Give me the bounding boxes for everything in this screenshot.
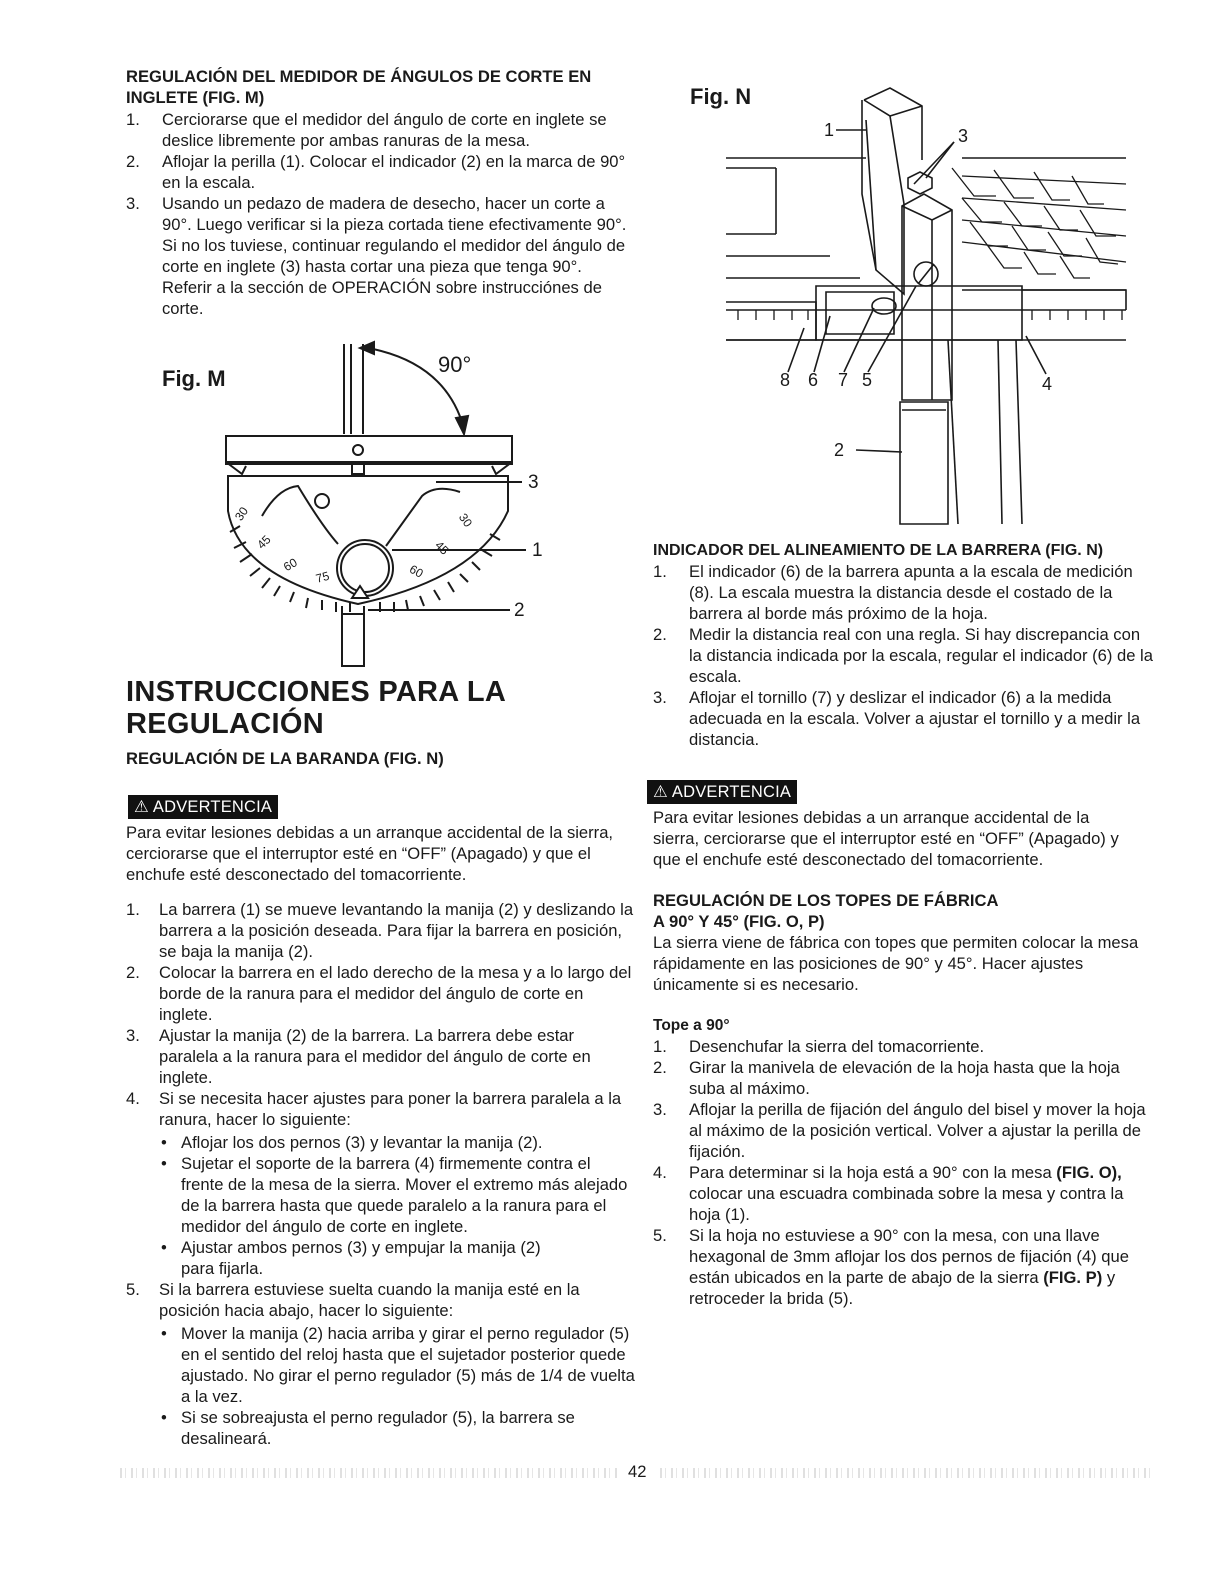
scale-mark: 45 <box>254 532 274 552</box>
step-number: 2. <box>126 152 140 171</box>
list-item <box>653 1162 1153 1225</box>
fig-ref: (FIG. P) <box>1043 1268 1103 1287</box>
list-item: • Sujetar el soporte de la barrera (4) firmemente contra el frente de la mesa de la sierra. Mover el extremo más alejado de la barrera hasta que quede paralelo a la ranura para el medidor del ángulo de corte en inglete. <box>159 1153 636 1237</box>
warning-badge-right <box>647 780 1153 804</box>
fig-n-callout-8: 8 <box>780 370 791 390</box>
step-text: La barrera (1) se mueve levantando la manija (2) y deslizando la barrera a la posición deseada. Para fijar la barrera en posición, se baja la manija (2). <box>159 900 634 961</box>
step-text: Girar la manivela de elevación de la hoja hasta que la hoja suba al máximo. <box>689 1058 1120 1098</box>
fig-n-callout-3: 3 <box>958 126 969 146</box>
step-number: 3. <box>126 194 140 213</box>
step-number: 1. <box>126 110 140 129</box>
list-item: • Si se sobreajusta el perno regulador (5), la barrera se desalineará. <box>159 1407 636 1449</box>
list-item <box>126 962 636 1025</box>
step5-bullets <box>159 1323 636 1449</box>
step-text: Aflojar el tornillo (7) y deslizar el indicador (6) a la medida adecuada en la escala. Volver a ajustar el tornillo y a medir la distancia. <box>689 688 1141 749</box>
warning-icon: ⚠︎ <box>653 783 668 801</box>
list-item <box>126 899 636 962</box>
list-item <box>126 1025 636 1088</box>
step-number: 5. <box>126 1280 140 1299</box>
list-item <box>126 1279 636 1449</box>
warning-icon: ⚠︎ <box>134 798 149 816</box>
warning-label-box <box>647 780 797 804</box>
scale-mark: 60 <box>281 555 300 575</box>
step-number: 3. <box>653 1100 667 1119</box>
fence-steps <box>126 899 636 1449</box>
fig-n-callout-4: 4 <box>1042 374 1053 394</box>
list-item <box>126 193 636 319</box>
step-text: Medir la distancia real con una regla. Si hay discrepancia con la distancia indicada por la escala, regular el indicador (6) de la escala. <box>689 625 1153 686</box>
step-number: 1. <box>126 900 140 919</box>
step-text: colocar una escuadra combinada sobre la mesa y contra la hoja (1). <box>689 1184 1124 1224</box>
warning-label: ADVERTENCIA <box>152 798 273 816</box>
step-text: Usando un pedazo de madera de desecho, hacer un corte a 90°. Luego verificar si la pieza cortada tiene efectivamente 90°. Si no los tuviese, continuar regulando el medidor del ángulo de corte en inglete (3) hasta cortar una pieza que tenga 90°. Referir a la sección de OPERACIÓN sobre instrucciónes de corte. <box>162 194 627 318</box>
scan-noise-right <box>660 1468 1150 1478</box>
list-item: • Ajustar ambos pernos (3) y empujar la manija (2) para fijarla. <box>159 1237 636 1279</box>
step-number: 2. <box>653 625 667 644</box>
step-text: Si la barrera estuviese suelta cuando la manija esté en la posición hacia abajo, hacer lo siguiente: <box>159 1280 580 1320</box>
list-item <box>126 151 636 193</box>
step-text: El indicador (6) de la barrera apunta a la escala de medición (8). La escala muestra la distancia desde el costado de la barrera al borde más próximo de la hoja. <box>689 562 1133 623</box>
scale-mark: 75 <box>314 568 331 586</box>
step-number: 5. <box>653 1226 667 1245</box>
fig-n-diagram <box>726 80 1136 530</box>
list-item <box>653 1225 1153 1309</box>
fig-n-callout-2: 2 <box>834 440 845 460</box>
step-text: Para determinar si la hoja está a 90° con la mesa <box>689 1163 1057 1182</box>
fig-n-label: Fig. N <box>690 84 752 109</box>
step-number: 4. <box>653 1163 667 1182</box>
miter-steps <box>126 109 636 319</box>
fence-heading: REGULACIÓN DE LA BARANDA (FIG. N) <box>126 749 444 768</box>
step-text: Colocar la barrera en el lado derecho de la mesa y a lo largo del borde de la ranura para el medidor del ángulo de corte en inglete. <box>159 963 632 1024</box>
warning-label-box <box>128 795 278 819</box>
angle-label: 90° <box>438 352 472 377</box>
indicator-heading: INDICADOR DEL ALINEAMIENTO DE LA BARRERA (FIG. N) <box>653 542 1104 559</box>
step-number: 4. <box>126 1089 140 1108</box>
step-number: 3. <box>126 1026 140 1045</box>
warning-text: Para evitar lesiones debidas a un arranque accidental de la sierra, cerciorarse que el interruptor esté en “OFF” (Apagado) y que el enchufe esté desconectado del tomacorriente. <box>653 808 1119 869</box>
list-item <box>653 1036 1153 1057</box>
step-text: y retroceder la brida (5). <box>689 1268 1116 1308</box>
list-item <box>653 1057 1153 1099</box>
tope-steps <box>653 1036 1153 1309</box>
step-text: Desenchufar la sierra del tomacorriente. <box>689 1037 985 1056</box>
indicator-steps <box>653 561 1153 750</box>
scale-mark: 60 <box>407 561 426 581</box>
fig-n-callout-6: 6 <box>808 370 819 390</box>
right-column <box>653 540 1153 1309</box>
step-text: Cerciorarse que el medidor del ángulo de corte en inglete se deslice libremente por ambas ranuras de la mesa. <box>162 110 607 150</box>
callout-2: 2 <box>514 600 525 621</box>
page-number: 42 <box>628 1462 647 1481</box>
fig-m-diagram <box>210 336 650 676</box>
list-item: • Mover la manija (2) hacia arriba y girar el perno regulador (5) en el sentido del reloj hasta que el sujetador posterior quede ajustado. No girar el perno regulador (5) más de 1/4 de vuelta a la vez. <box>159 1323 636 1407</box>
scale-mark: 30 <box>231 504 252 524</box>
miter-heading: REGULACIÓN DEL MEDIDOR DE ÁNGULOS DE CORTE EN INGLETE (FIG. M) <box>126 67 592 107</box>
list-item <box>126 1088 636 1279</box>
main-heading: INSTRUCCIONES PARA LA REGULACIÓN <box>126 676 506 740</box>
step-number: 2. <box>653 1058 667 1077</box>
fig-m-label: Fig. M <box>162 366 226 391</box>
left-column-bottom <box>126 676 636 1449</box>
warning-badge <box>128 795 636 819</box>
left-column-top <box>126 66 636 319</box>
step-number: 1. <box>653 562 667 581</box>
step-text: Si se necesita hacer ajustes para poner la barrera paralela a la ranura, hacer lo siguiente: <box>159 1089 622 1129</box>
step-text: Ajustar la manija (2) de la barrera. La barrera debe estar paralela a la ranura para el medidor del ángulo de corte en inglete. <box>159 1026 591 1087</box>
list-item: • Aflojar los dos pernos (3) y levantar la manija (2). <box>159 1132 636 1153</box>
step-number: 3. <box>653 688 667 707</box>
list-item <box>653 687 1153 750</box>
list-item <box>126 109 636 151</box>
scan-noise-left <box>120 1468 620 1478</box>
fig-n-callout-1: 1 <box>824 120 835 140</box>
callout-1: 1 <box>532 540 543 561</box>
stops-text: La sierra viene de fábrica con topes que permiten colocar la mesa rápidamente en las posiciones de 90° y 45°. Hacer ajustes únicamente si es necesario. <box>653 933 1139 994</box>
callout-3: 3 <box>528 472 539 493</box>
scale-mark: 30 <box>455 510 476 530</box>
step-text: Aflojar la perilla de fijación del ángulo del bisel y mover la hoja al máximo de la posición vertical. Volver a ajustar la perilla de fijación. <box>689 1100 1146 1161</box>
step-number: 1. <box>653 1037 667 1056</box>
step-number: 2. <box>126 963 140 982</box>
step4-bullets <box>159 1132 636 1279</box>
list-item <box>653 561 1153 624</box>
fig-ref: (FIG. O), <box>1056 1163 1122 1182</box>
warning-text: Para evitar lesiones debidas a un arranque accidental de la sierra, cerciorarse que el interruptor esté en “OFF” (Apagado) y que el enchufe esté desconectado del tomacorriente. <box>126 823 614 884</box>
fig-n-callout-5: 5 <box>862 370 873 390</box>
list-item <box>653 1099 1153 1162</box>
list-item <box>653 624 1153 687</box>
tope-heading: Tope a 90° <box>653 1017 730 1034</box>
fig-n-callout-7: 7 <box>838 370 849 390</box>
stops-heading: REGULACIÓN DE LOS TOPES DE FÁBRICA A 90° Y 45° (FIG. O, P) <box>653 891 998 931</box>
warning-label: ADVERTENCIA <box>671 783 792 801</box>
step-text: Si la hoja no estuviese a 90° con la mesa, con una llave hexagonal de 3mm aflojar los dos pernos de fijación (4) que están ubicados en la parte de abajo de la sierra <box>689 1226 1129 1287</box>
scale-mark: 45 <box>432 538 452 558</box>
step-text: Aflojar la perilla (1). Colocar el indicador (2) en la marca de 90° en la escala. <box>162 152 626 192</box>
